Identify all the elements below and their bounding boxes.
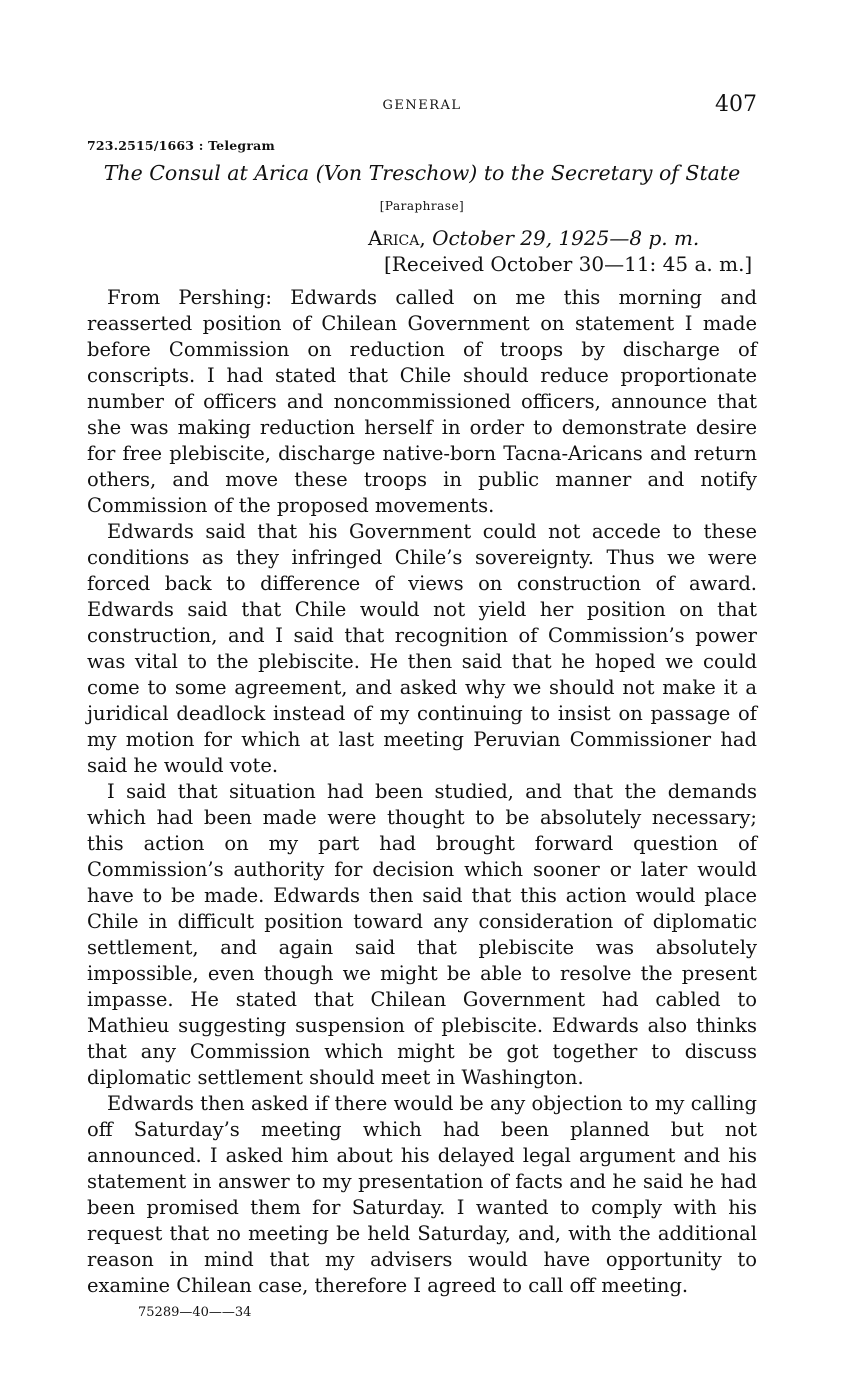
running-header [87, 92, 757, 124]
telegram-body [87, 285, 757, 1299]
dateline-place: Arica, [368, 226, 426, 250]
paragraph: Edwards then asked if there would be any objection to my calling off Saturday’s meeting which had been planned but not announced. I asked him about his delayed legal argument and his statement in answer to my presentation of facts and he said he had been promised them for Saturday. I wanted to comply with his request that no meeting be held Saturday, and, with the additional reason in mind that my advisers would have opportunity to examine Chilean case, therefore I agreed to call off meeting. [87, 1092, 757, 1297]
file-reference: 723.2515/1663 : Telegram [87, 138, 275, 153]
document-title: The Consul at Arica (Von Treschow) to the Secretary of State [103, 161, 741, 185]
paraphrase-note: [Paraphrase] [379, 199, 465, 213]
paragraph: From Pershing: Edwards called on me this morning and reasserted position of Chilean Government on statement I made before Commission on reduction of troops by discharge of conscripts. I had stated that Chile should reduce proportionate number of officers and noncommissioned officers, announce that she was making reduction herself in order to demonstrate desire for free plebiscite, discharge native-born Tacna-Aricans and return others, and move these troops in public manner and notify Commission of the proposed movements. [87, 286, 757, 517]
paragraph: I said that situation had been studied, and that the demands which had been made were thought to be absolutely necessary; this action on my part had brought forward question of Commission’s authority for decision which sooner or later would have to be made. Edwards then said that this action would place Chile in difficult position toward any consideration of diplomatic settlement, and again said that plebiscite was absolutely impossible, even though we might be able to resolve the present impasse. He stated that Chilean Government had cabled to Mathieu suggesting suspension of plebiscite. Edwards also thinks that any Commission which might be got together to discuss diplomatic settlement should meet in Washington. [87, 780, 757, 1089]
footer-code: 75289—40——34 [138, 1305, 252, 1320]
received-line: [Received October 30—11: 45 a. m.] [384, 252, 753, 276]
paragraph: Edwards said that his Government could not accede to these conditions as they infringed Chile’s sovereignty. Thus we were forced back to difference of views on construction of award. Edwards said that Chile would not yield her position on that construction, and I said that recognition of Commission’s power was vital to the plebiscite. He then said that he hoped we could come to some agreement, and asked why we should not make it a juridical deadlock instead of my continuing to insist on passage of my motion for which at last meeting Peruvian Commissioner had said he would vote. [87, 520, 757, 777]
document-page [87, 92, 757, 1320]
dateline-date: October 29, 1925—8 p. m. [432, 226, 700, 250]
dateline [87, 225, 757, 251]
page-number: 407 [715, 92, 757, 117]
running-title: GENERAL [382, 98, 462, 113]
